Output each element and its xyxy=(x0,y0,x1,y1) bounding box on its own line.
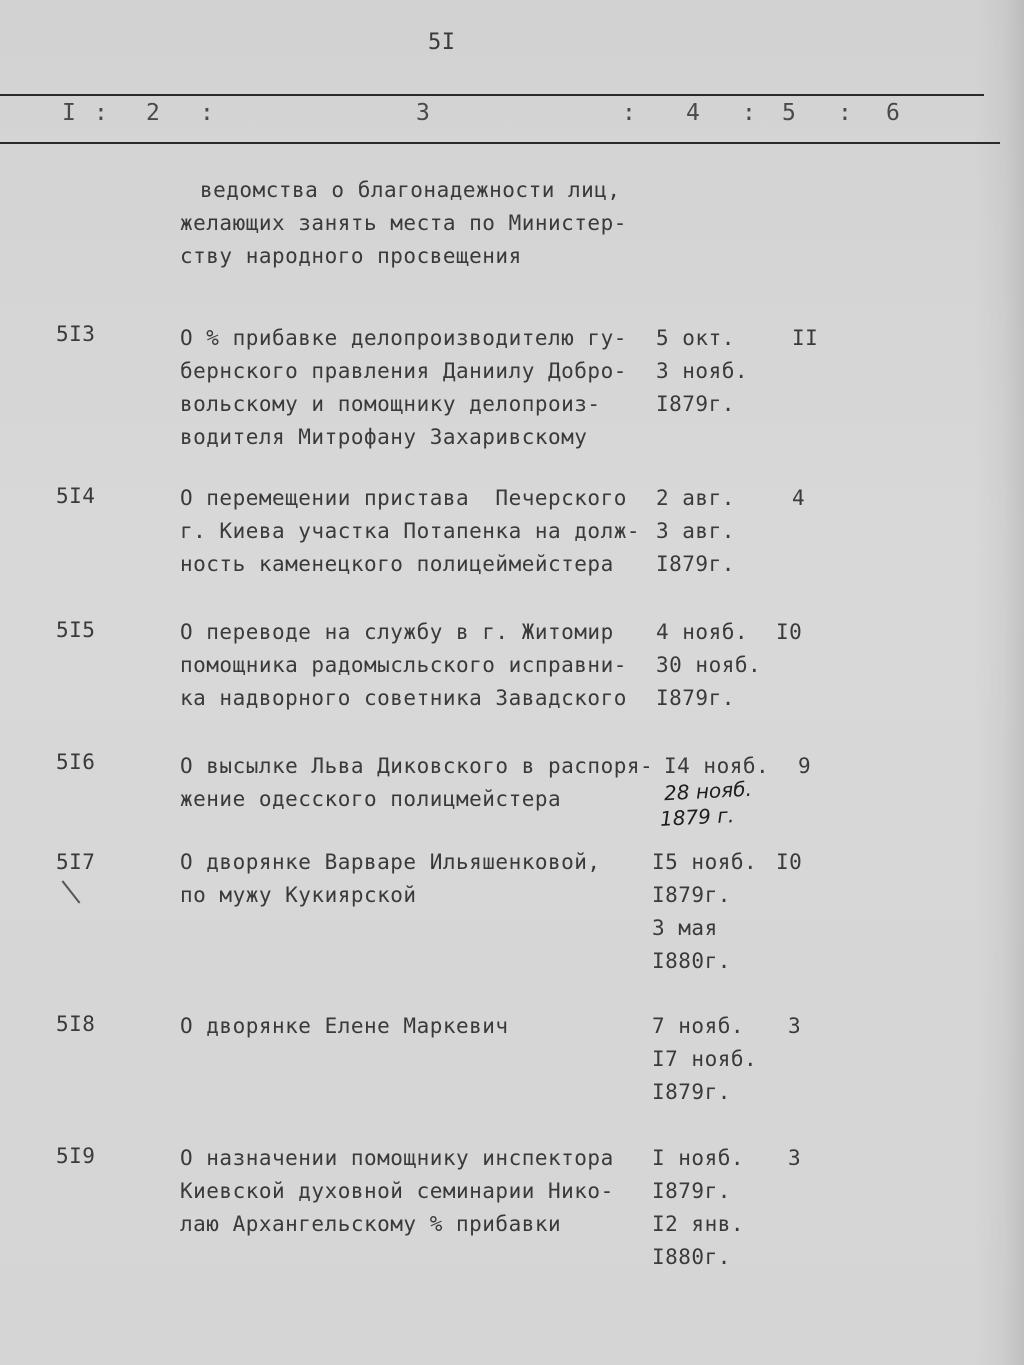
entry-date: I879г. xyxy=(652,1080,731,1104)
entry-description-line: О % прибавке делопроизводителю гу- xyxy=(180,326,627,350)
entry-sheets: 9 xyxy=(798,754,812,778)
entry-date: I879г. xyxy=(656,392,735,416)
entry-description-line: водителя Митрофану Захаривскому xyxy=(180,425,588,449)
entry-description-line: бернского правления Даниилу Добро- xyxy=(180,359,627,383)
column-separator: : xyxy=(838,100,852,126)
entry-date: I879г. xyxy=(652,883,731,907)
column-header-2: 2 xyxy=(146,100,160,126)
entry-date: I4 нояб. xyxy=(664,754,770,778)
entry-sheets: 3 xyxy=(788,1014,802,1038)
entry-description-line: жение одесского полицмейстера xyxy=(180,787,562,811)
handwritten-date: 28 нояб. xyxy=(663,776,753,806)
entry-date: I879г. xyxy=(652,1179,731,1203)
entry-date: I7 нояб. xyxy=(652,1047,758,1071)
column-separator: : xyxy=(200,100,214,126)
column-header-1: I xyxy=(62,100,76,126)
entry-date: I2 янв. xyxy=(652,1212,745,1236)
entry-date: 3 нояб. xyxy=(656,359,749,383)
header-rule-bottom xyxy=(0,142,1000,144)
entry-date: I5 нояб. xyxy=(652,850,758,874)
pencil-mark xyxy=(62,880,81,903)
entry-description-line: помощника радомысльского исправни- xyxy=(180,653,627,677)
entry-number: 5I4 xyxy=(56,484,96,508)
entry-description-line: ка надворного советника Завадского xyxy=(180,686,627,710)
intro-line: ству народного просвещения xyxy=(180,244,522,268)
intro-line: ведомства о благонадежности лиц, xyxy=(200,178,621,202)
entry-description-line: О перемещении пристава Печерского xyxy=(180,486,627,510)
entry-date: I880г. xyxy=(652,949,731,973)
entry-date: 7 нояб. xyxy=(652,1014,745,1038)
entry-description-line: О назначении помощнику инспектора xyxy=(180,1146,614,1170)
entry-date: 5 окт. xyxy=(656,326,735,350)
entry-date: 4 нояб. xyxy=(656,620,749,644)
entry-sheets: 4 xyxy=(792,486,806,510)
entry-number: 5I9 xyxy=(56,1144,96,1168)
column-separator: : xyxy=(622,100,636,126)
entry-description-line: О дворянке Варваре Ильяшенковой, xyxy=(180,850,601,874)
column-separator: : xyxy=(742,100,756,126)
entry-date: I879г. xyxy=(656,552,735,576)
handwritten-date: 1879 г. xyxy=(659,803,735,831)
page-number: 5I xyxy=(428,30,456,55)
column-header-3: 3 xyxy=(416,100,430,126)
entry-description-line: О переводе на службу в г. Житомир xyxy=(180,620,614,644)
header-rule-top xyxy=(0,94,984,96)
entry-number: 5I5 xyxy=(56,618,96,642)
entry-number: 5I7 xyxy=(56,850,96,874)
entry-number: 5I3 xyxy=(56,322,96,346)
entry-sheets: I0 xyxy=(776,850,803,874)
column-header-5: 5 xyxy=(782,100,796,126)
intro-line: желающих занять места по Министер- xyxy=(180,211,627,235)
entry-sheets: I0 xyxy=(776,620,803,644)
entry-date: I нояб. xyxy=(652,1146,745,1170)
column-separator: : xyxy=(94,100,108,126)
entry-number: 5I8 xyxy=(56,1012,96,1036)
entry-date: 3 мая xyxy=(652,916,718,940)
entry-date: 3 авг. xyxy=(656,519,735,543)
entry-date: I880г. xyxy=(652,1245,731,1269)
entry-description-line: вольскому и помощнику делопроиз- xyxy=(180,392,601,416)
entry-date: 30 нояб. xyxy=(656,653,762,677)
column-header-4: 4 xyxy=(686,100,700,126)
entry-description-line: О дворянке Елене Маркевич xyxy=(180,1014,509,1038)
column-header-6: 6 xyxy=(886,100,900,126)
entry-description-line: лаю Архангельскому % прибавки xyxy=(180,1212,562,1236)
entry-date: I879г. xyxy=(656,686,735,710)
entry-sheets: II xyxy=(792,326,819,350)
entry-description-line: г. Киева участка Потапенка на долж- xyxy=(180,519,641,543)
entry-description-line: ность каменецкого полицеймейстера xyxy=(180,552,614,576)
entry-number: 5I6 xyxy=(56,750,96,774)
page-edge-shadow xyxy=(974,0,1024,1365)
entry-description-line: по мужу Кукиярской xyxy=(180,883,417,907)
entry-description-line: Киевской духовной семинарии Нико- xyxy=(180,1179,614,1203)
entry-description-line: О высылке Льва Диковского в распоря- xyxy=(180,754,654,778)
entry-date: 2 авг. xyxy=(656,486,735,510)
entry-sheets: 3 xyxy=(788,1146,802,1170)
